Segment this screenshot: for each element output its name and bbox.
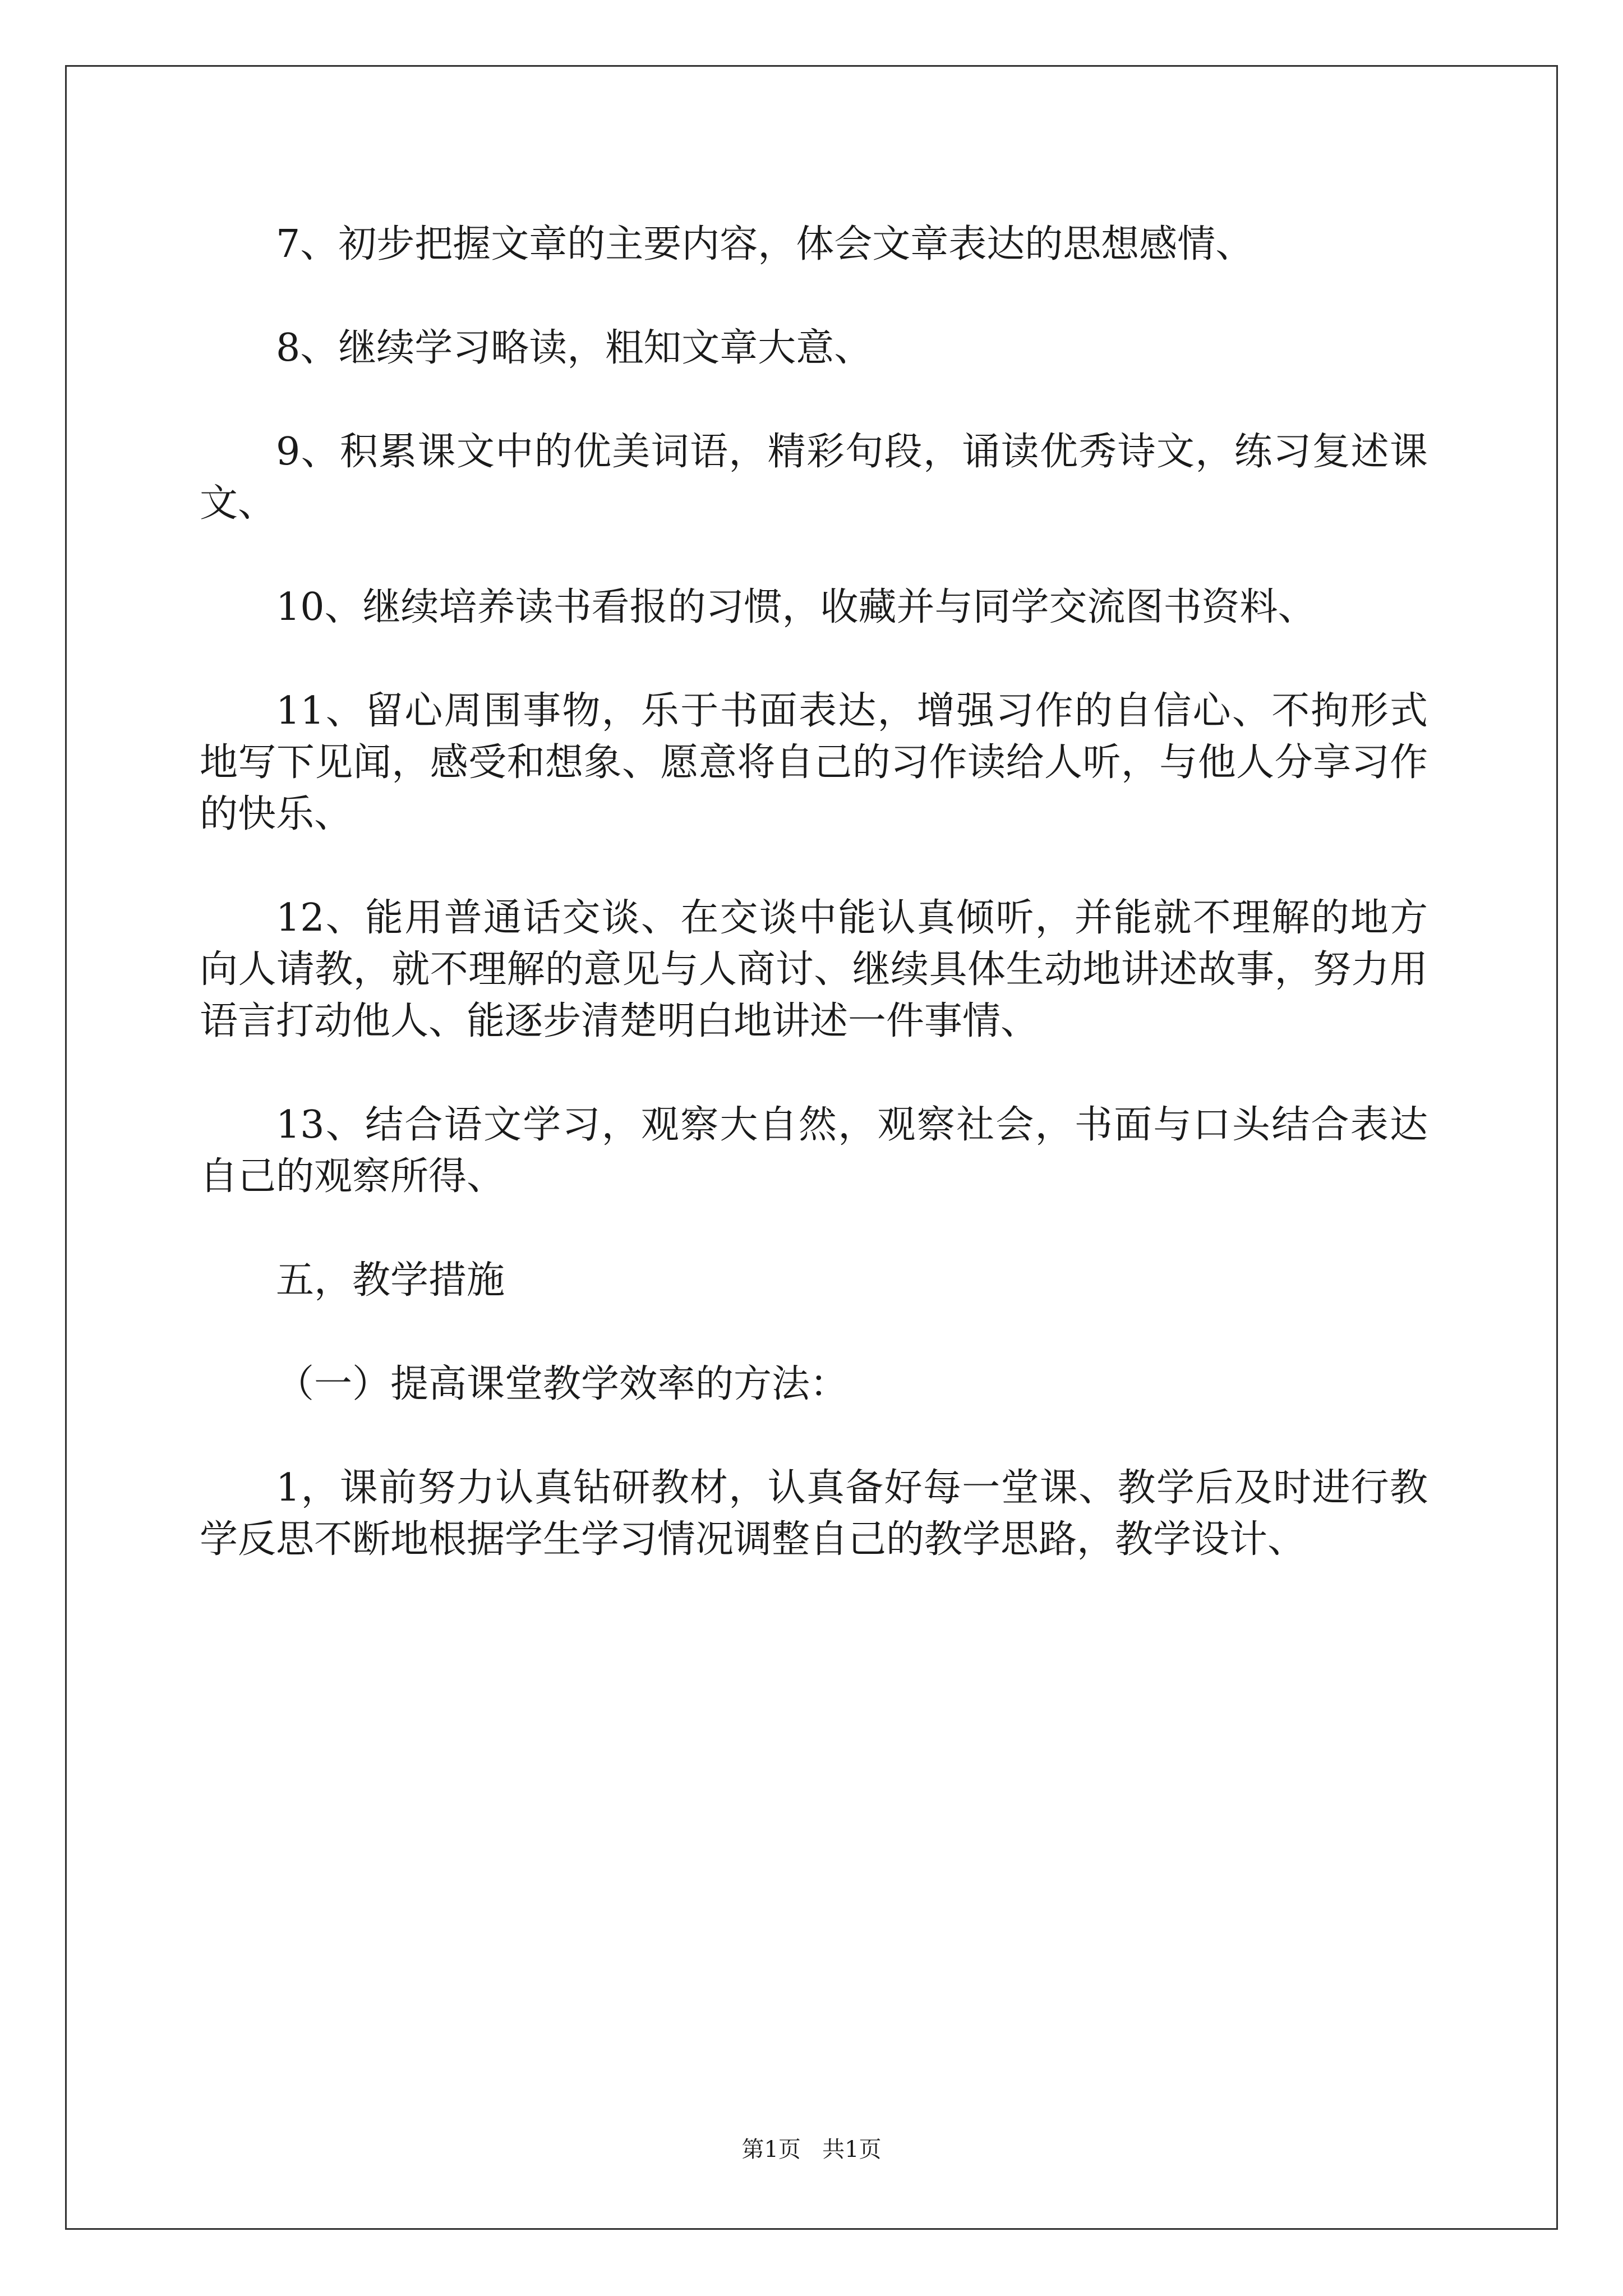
paragraph-9: 9、积累课文中的优美词语，精彩句段，诵读优秀诗文，练习复述课文、 [200,430,1428,526]
paragraph-11: 11、留心周围事物，乐于书面表达，增强习作的自信心、不拘形式地写下见闻，感受和想象、愿意将自己的习作读给人听，与他人分享习作的快乐、 [200,689,1428,836]
paragraph-7: 7、初步把握文章的主要内容，体会文章表达的思想感情、 [276,222,1254,266]
paragraph-8: 8、继续学习略读，粗知文章大意、 [276,326,873,370]
page-total: 共1页 [822,2137,882,2162]
paragraph-13: 13、结合语文学习，观察大自然，观察社会，书面与口头结合表达自己的观察所得、 [200,1103,1428,1199]
page-footer [0,2132,1623,2164]
document-body [200,219,1428,1618]
paragraph-10: 10、继续培养读书看报的习惯，收藏并与同学交流图书资料、 [276,585,1316,629]
paragraph-12: 12、能用普通话交谈、在交谈中能认真倾听，并能就不理解的地方向人请教，就不理解的意见与人商讨、继续具体生动地讲述故事，努力用语言打动他人、能逐步清楚明白地讲述一件事情、 [200,896,1428,1043]
subsection-heading-efficiency: （一）提高课堂教学效率的方法： [276,1362,849,1406]
paragraph-measure-1: 1，课前努力认真钻研教材，认真备好每一堂课、教学后及时进行教学反思不断地根据学生学习情况调整自己的教学思路，教学设计、 [200,1466,1428,1562]
section-heading-teaching-measures: 五，教学措施 [276,1258,505,1303]
page-number: 第1页 [741,2137,801,2162]
